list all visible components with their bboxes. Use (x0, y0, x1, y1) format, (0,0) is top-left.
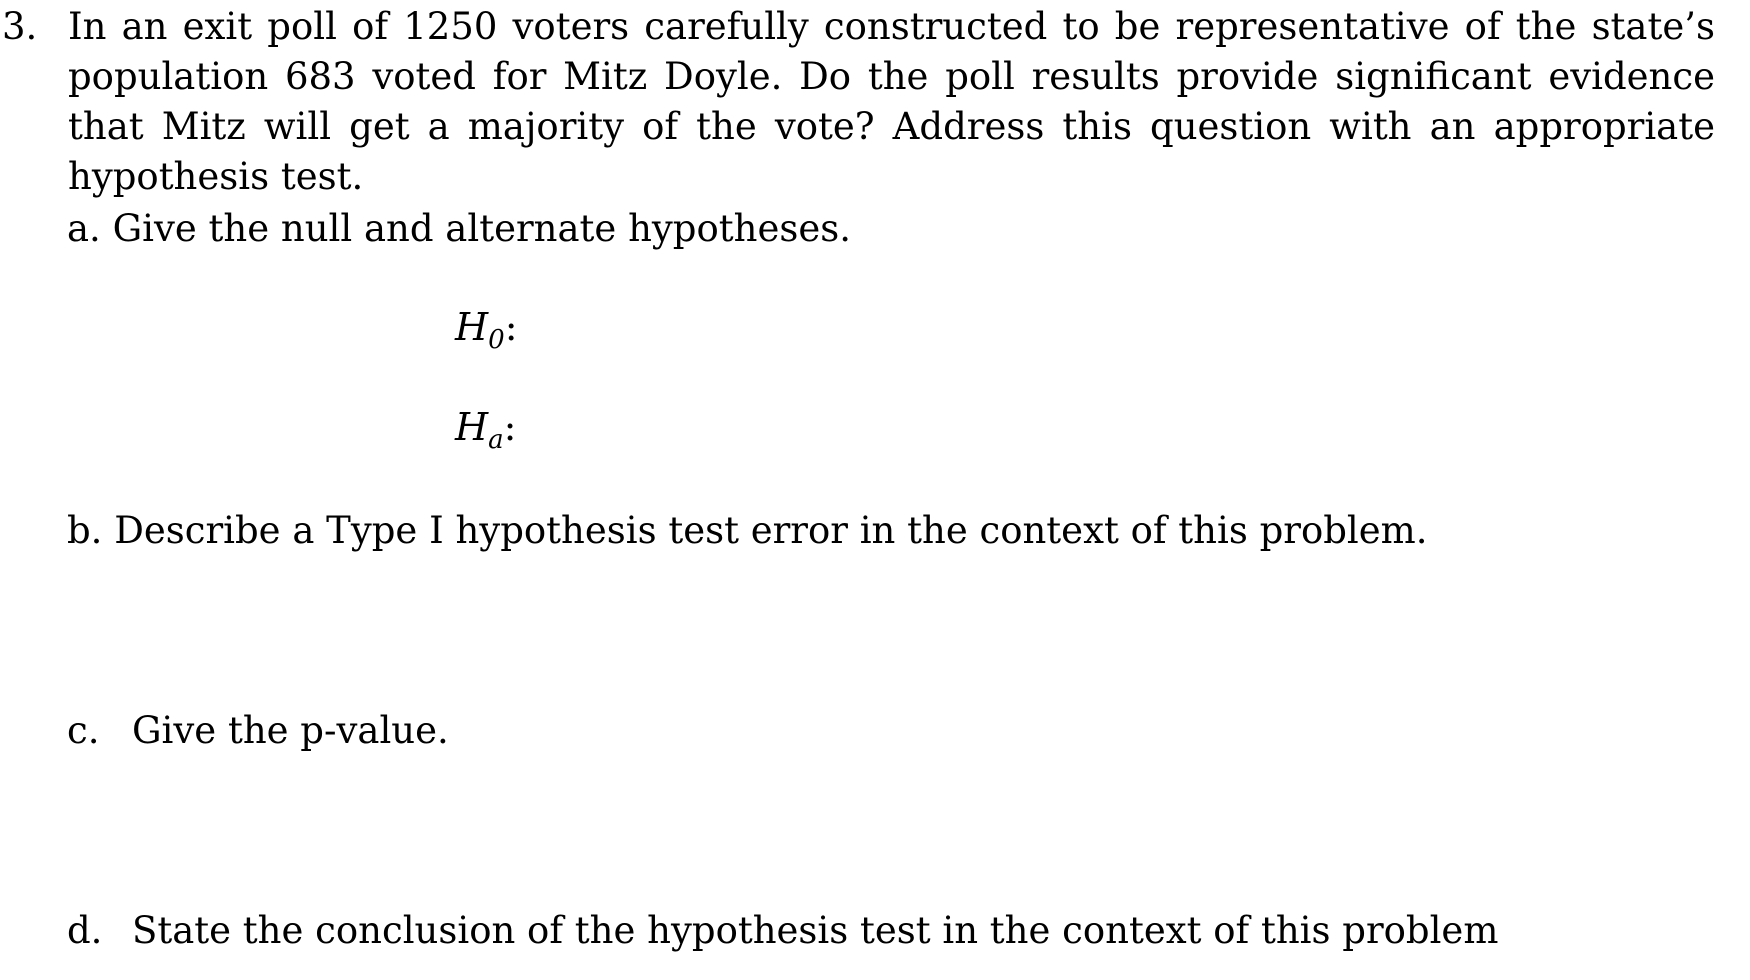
part-a-prompt: a. Give the null and alternate hypotheses. (67, 207, 851, 250)
null-hypothesis-subscript: 0 (488, 325, 505, 355)
null-hypothesis-colon: : (504, 305, 518, 349)
part-c-text: Give the p-value. (132, 709, 449, 752)
question-3 (0, 2, 1715, 202)
question-text: In an exit poll of 1250 voters carefully constructed to be representative of the state’s population 683 voted for Mitz Doyle. Do the poll results provide significant evidence that Mitz will get a majority of the vote? Address this question with an appropriate hypothesis test. (68, 5, 1715, 198)
alternate-hypothesis-symbol: H (455, 405, 489, 449)
part-d-label: d. (67, 909, 103, 952)
part-c-label: c. (67, 709, 100, 752)
part-d-prompt (67, 906, 1498, 956)
question-number: 3. (2, 5, 38, 48)
part-d-text: State the conclusion of the hypothesis test in the context of this problem (132, 909, 1499, 952)
alternate-hypothesis-subscript: a (488, 425, 504, 455)
null-hypothesis-symbol: H (455, 305, 489, 349)
part-b-prompt: b. Describe a Type I hypothesis test error in the context of this problem. (67, 509, 1428, 552)
part-c-prompt (67, 706, 449, 756)
null-hypothesis-label (455, 302, 518, 355)
alternate-hypothesis-label (455, 402, 517, 455)
alternate-hypothesis-colon: : (503, 405, 517, 449)
